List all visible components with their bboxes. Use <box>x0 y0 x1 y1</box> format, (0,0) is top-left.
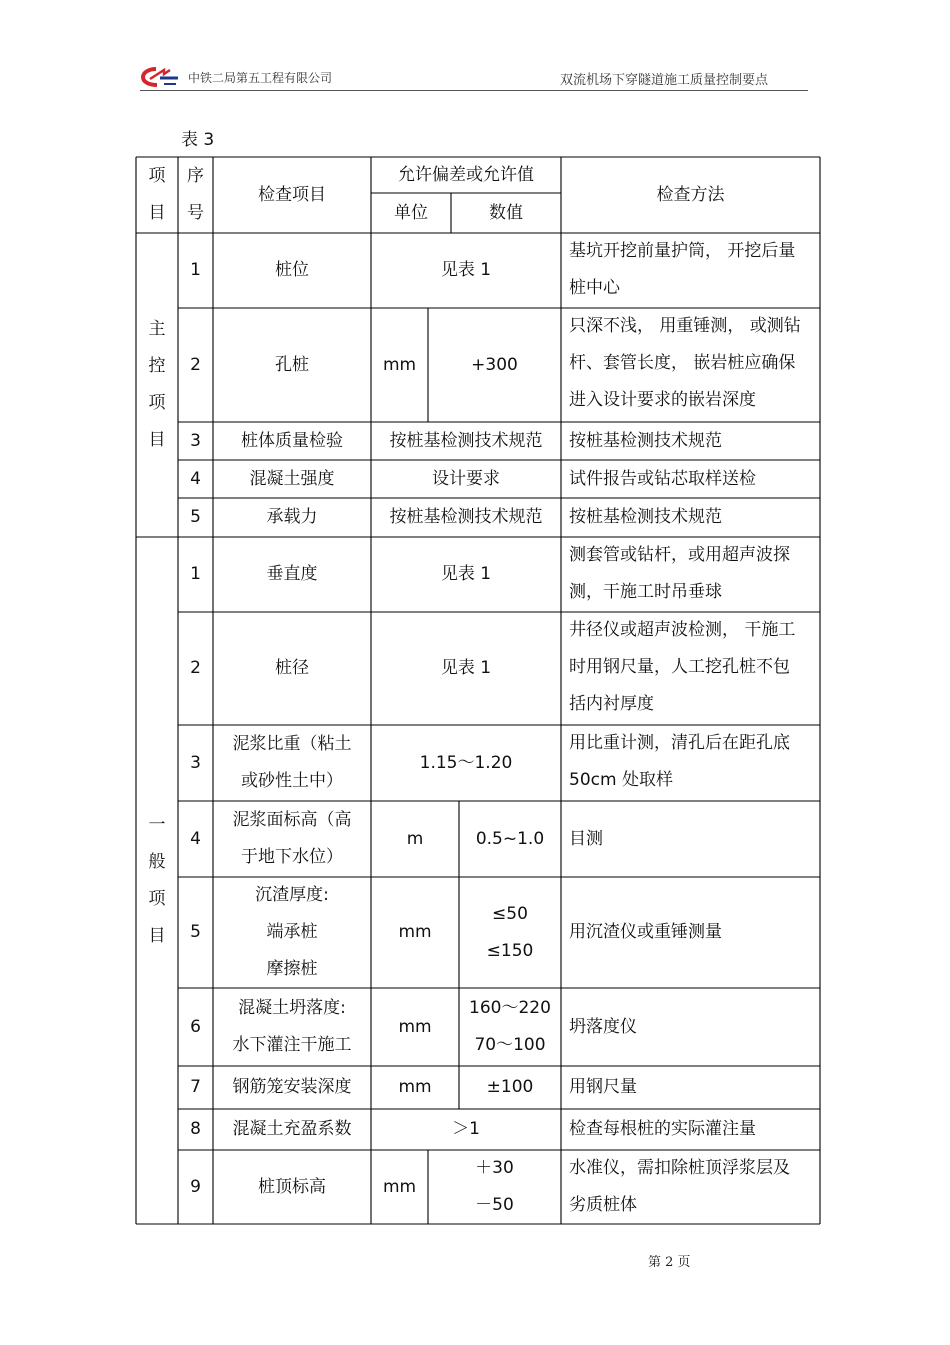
row-tolerance: 1.15～1.20 <box>419 752 513 773</box>
row-seq: 7 <box>190 1077 201 1097</box>
row-item: 泥浆面标高（高 于地下水位） <box>232 810 352 867</box>
row-method: 用钢尺量 <box>569 1077 637 1097</box>
row-seq: 3 <box>190 430 201 451</box>
row-seq: 5 <box>190 507 201 527</box>
row-method: 用沉渣仪或重锤测量 <box>569 922 722 942</box>
row-tolerance: 按桩基检测技术规范 <box>389 430 543 451</box>
row-seq: 1 <box>190 260 201 280</box>
row-seq: 8 <box>190 1119 201 1139</box>
row-item: 桩径 <box>275 658 309 678</box>
header-unit: 单位 <box>394 202 428 223</box>
row-tolerance: 按桩基检测技术规范 <box>389 507 543 527</box>
row-value: ±100 <box>486 1077 534 1097</box>
row-method: 试件报告或钻芯取样送检 <box>569 468 756 489</box>
row-method: 按桩基检测技术规范 <box>569 430 722 451</box>
header-divider <box>140 90 808 91</box>
row-seq: 4 <box>190 828 201 849</box>
row-unit: mm <box>398 1016 432 1037</box>
row-value: ≤50 ≤150 <box>486 903 534 961</box>
group-general: 一 般 项 目 <box>148 814 166 946</box>
row-method: 用比重计测，清孔后在距孔底 50cm 处取样 <box>569 733 790 790</box>
row-unit: mm <box>398 922 432 942</box>
page-number: 第 2 页 <box>648 1255 691 1270</box>
row-method: 按桩基检测技术规范 <box>569 507 722 527</box>
row-item: 混凝土充盈系数 <box>232 1119 352 1139</box>
row-method: 测套管或钻杆，或用超声波探 测，干施工时吊垂球 <box>569 545 790 602</box>
row-item: 混凝土坍落度: 水下灌注干施工 <box>232 998 352 1055</box>
row-unit: m <box>406 828 424 849</box>
row-item: 混凝土强度 <box>249 468 335 489</box>
row-method: 水准仪，需扣除桩顶浮浆层及 劣质桩体 <box>569 1158 790 1215</box>
header-value: 数值 <box>489 202 523 223</box>
row-unit: mm <box>382 1176 417 1197</box>
row-tolerance: ＞1 <box>452 1119 480 1139</box>
row-item: 桩顶标高 <box>258 1176 326 1197</box>
row-tolerance: 见表 1 <box>440 658 492 678</box>
company-name: 中铁二局第五工程有限公司 <box>188 71 333 85</box>
row-method: 检查每根桩的实际灌注量 <box>569 1119 756 1139</box>
row-value: +300 <box>471 354 518 375</box>
row-method: 井径仪或超声波检测， 干施工 时用钢尺量，人工挖孔桩不包 括内衬厚度 <box>569 620 796 714</box>
group-main-control: 主 控 项 目 <box>148 319 166 450</box>
row-method: 基坑开挖前量护筒， 开挖后量 桩中心 <box>569 241 796 298</box>
row-seq: 4 <box>190 468 201 489</box>
row-item: 泥浆比重（粘土 或砂性土中） <box>232 734 352 791</box>
row-item: 钢筋笼安装深度 <box>232 1077 352 1097</box>
row-method: 目测 <box>569 828 603 849</box>
row-seq: 3 <box>190 752 201 773</box>
row-value: ＋30 －50 <box>475 1158 514 1215</box>
row-tolerance: 设计要求 <box>432 468 500 489</box>
row-seq: 5 <box>190 922 201 942</box>
row-seq: 6 <box>190 1016 201 1037</box>
header-method: 检查方法 <box>656 184 725 205</box>
row-tolerance: 见表 1 <box>440 260 492 280</box>
row-unit: mm <box>398 1077 432 1097</box>
row-seq: 2 <box>190 658 201 678</box>
row-item: 承载力 <box>266 507 318 527</box>
row-value: 160～220 70～100 <box>469 998 551 1055</box>
header-tolerance: 允许偏差或允许值 <box>398 164 534 185</box>
table-caption: 表 3 <box>181 130 215 150</box>
company-logo <box>140 66 180 88</box>
row-item: 垂直度 <box>266 564 318 584</box>
row-value: 0.5~1.0 <box>475 828 545 849</box>
row-item: 桩位 <box>275 260 309 280</box>
row-unit: mm <box>382 354 417 375</box>
row-method: 坍落度仪 <box>569 1016 637 1037</box>
row-item: 桩体质量检验 <box>241 430 343 451</box>
header-seq: 序 号 <box>187 166 204 223</box>
row-seq: 1 <box>190 564 201 584</box>
header-item: 检查项目 <box>258 184 326 205</box>
row-item: 沉渣厚度: 端承桩 摩擦桩 <box>255 885 329 979</box>
row-method: 只深不浅， 用重锤测， 或测钻 杆、套管长度， 嵌岩桩应确保 进入设计要求的嵌岩深度 <box>569 316 801 410</box>
document-title: 双流机场下穿隧道施工质量控制要点 <box>560 73 769 88</box>
row-tolerance: 见表 1 <box>440 564 492 584</box>
row-seq: 9 <box>190 1176 201 1197</box>
row-seq: 2 <box>190 354 201 375</box>
row-item: 孔桩 <box>275 354 309 375</box>
header-category: 项 目 <box>148 166 166 223</box>
